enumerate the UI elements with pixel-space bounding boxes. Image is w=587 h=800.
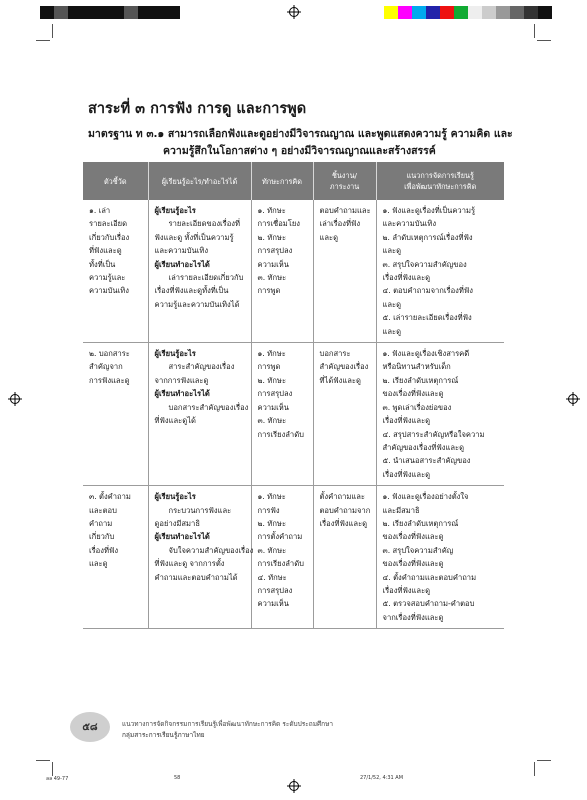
approach-line: ๒. เรียงลำดับเหตุการณ์ <box>382 518 459 528</box>
table-row <box>83 343 504 486</box>
approach-line: ๓. สรุปใจความสำคัญ <box>382 545 454 555</box>
skills-line: การสรุปลง <box>257 389 293 399</box>
indicator-line: สำคัญจาก <box>89 362 123 372</box>
tasks-line: ที่ได้ฟังและดู <box>319 375 361 385</box>
learn-line: ที่ฟังและดู จากการตั้ง <box>154 559 225 569</box>
header-text: เพื่อพัฒนาทักษะการคิด <box>404 182 477 191</box>
approach-line: ๔. สรุปสาระสำคัญหรือใจความ <box>382 429 485 439</box>
indicator-line: เกี่ยวกับเรื่อง <box>89 232 130 242</box>
indicator-line: คำถาม <box>89 518 113 528</box>
tasks-line: ตอบคำถามและ <box>319 206 371 215</box>
cell-skills <box>251 200 313 343</box>
indicator-table <box>83 162 504 629</box>
indicator-line: และดู <box>89 559 108 569</box>
crop-mark <box>36 760 50 761</box>
header-text: ภาระงาน <box>329 182 360 191</box>
header-text: ชิ้นงาน/ <box>331 171 358 180</box>
standard-line-1: มาตรฐาน ท ๓.๑ สามารถเลือกฟังและดูอย่างมีวิจารณญาณ และพูดแสดงความรู้ ความคิด และ <box>88 128 513 140</box>
learn-line: จับใจความสำคัญของเรื่อง <box>168 545 254 555</box>
learn-line: บอกสาระสำคัญของเรื่อง <box>168 402 249 412</box>
approach-line: ๒. เรียงลำดับเหตุการณ์ <box>382 375 459 385</box>
learn-line: จากการฟังและดู <box>154 375 209 385</box>
skills-line: ๓. ทักษะ <box>257 545 287 555</box>
indicator-line: ๒. บอกสาระ <box>89 349 130 359</box>
learn-heading: ผู้เรียนรู้อะไร <box>154 492 196 502</box>
registration-crosshair-bottom <box>287 779 301 793</box>
approach-line: ๑. ฟังและดูเรื่องอย่างตั้งใจ <box>382 492 469 502</box>
learn-line: สาระสำคัญของเรื่อง <box>168 362 235 372</box>
approach-line: ของเรื่องที่ฟังและดู <box>382 559 444 569</box>
indicator-line: ทั้งที่เป็น <box>89 259 116 269</box>
approach-line: ของเรื่องที่ฟังและดู <box>382 389 444 399</box>
color-swatch <box>496 6 510 19</box>
skills-line: ความเห็น <box>257 599 289 609</box>
skills-line: การสรุปลง <box>257 585 293 595</box>
cell-indicator <box>83 200 148 343</box>
registration-bar-left <box>40 6 180 19</box>
approach-line: ๒. ลำดับเหตุการณ์เรื่องที่ฟัง <box>382 232 473 242</box>
cell-approach <box>376 486 504 629</box>
tasks-line: เล่าเรื่องที่ฟัง <box>319 219 361 229</box>
color-swatch <box>426 6 440 19</box>
color-swatch <box>82 6 96 19</box>
learn-heading: ผู้เรียนรู้อะไร <box>154 349 196 359</box>
color-swatch <box>384 6 398 19</box>
approach-line: ๑. ฟังและดูเรื่องที่เป็นความรู้ <box>382 206 476 215</box>
indicator-line: เกี่ยวกับ <box>89 532 115 542</box>
learn-line: รายละเอียดของเรื่องที่ <box>168 219 240 229</box>
crop-mark <box>537 760 551 761</box>
page-number: ๕๘ <box>82 722 98 733</box>
color-swatch <box>124 6 138 19</box>
color-swatch <box>398 6 412 19</box>
skills-line: การเชื่อมโยง <box>257 219 300 229</box>
approach-line: ๔. ตั้งคำถามและตอบคำถาม <box>382 572 477 582</box>
crop-mark <box>534 24 535 38</box>
crop-mark <box>534 762 535 776</box>
column-header-indicator <box>83 162 148 200</box>
indicator-line: ความบันเทิง <box>89 286 129 296</box>
cell-learn <box>148 486 254 629</box>
tasks-line: ตอบคำถามจาก <box>319 505 371 515</box>
column-header-tasks <box>313 162 376 200</box>
skills-line: การพูด <box>257 362 281 372</box>
approach-line: เรื่องที่ฟังและดู <box>382 585 431 595</box>
tasks-line: และดู <box>319 232 339 242</box>
skills-line: การสรุปลง <box>257 246 293 256</box>
crop-mark <box>537 40 551 41</box>
skills-line: การเรียงลำดับ <box>257 559 304 569</box>
cell-learn <box>148 200 251 343</box>
tasks-line: บอกสาระ <box>319 349 351 359</box>
slug-left: ลล 49-77 <box>46 776 69 782</box>
color-swatch <box>440 6 454 19</box>
indicator-line: เรื่องที่ฟัง <box>89 545 119 555</box>
skills-line: ๒. ทักษะ <box>257 232 287 242</box>
learn-line: เล่ารายละเอียดเกี่ยวกับ <box>168 273 244 283</box>
skills-line: การพูด <box>257 286 281 296</box>
header-text: ผู้เรียนรู้อะไร/ทำอะไรได้ <box>161 176 238 186</box>
color-swatch <box>454 6 468 19</box>
column-header-skills <box>251 162 313 200</box>
approach-line: และมีสมาธิ <box>382 505 420 515</box>
skills-line: การฟัง <box>257 505 280 515</box>
cell-learn <box>148 343 251 486</box>
indicator-line: ๓. ตั้งคำถาม <box>89 492 131 502</box>
crop-mark <box>52 762 53 776</box>
approach-line: ๑. ฟังและดูเรื่องเชิงสารคดี <box>382 349 470 359</box>
color-swatch <box>40 6 54 19</box>
cell-approach <box>376 200 504 343</box>
approach-line: ๕. เล่ารายละเอียดเรื่องที่ฟัง <box>382 313 472 323</box>
indicator-line: ความรู้และ <box>89 273 126 283</box>
cell-indicator <box>83 486 148 629</box>
table-row <box>83 200 504 343</box>
approach-line: และดู <box>382 326 402 336</box>
approach-line: เรื่องที่ฟังและดู <box>382 416 431 426</box>
color-swatch <box>166 6 180 19</box>
learn-line: คำถามและตอบคำถามได้ <box>154 572 238 582</box>
cell-skills <box>251 486 313 629</box>
learn-heading: ผู้เรียนรู้อะไร <box>154 206 196 215</box>
approach-line: ๕. นำเสนอสาระสำคัญของ <box>382 456 471 466</box>
strand-title: สาระที่ ๓ การฟัง การดู และการพูด <box>88 101 307 117</box>
cell-tasks <box>313 486 376 629</box>
color-swatch <box>54 6 68 19</box>
cell-tasks <box>313 200 376 343</box>
skills-line: การตั้งคำถาม <box>257 532 303 542</box>
approach-line: หรือนิทานสำหรับเด็ก <box>382 362 451 372</box>
indicator-line: รายละเอียด <box>89 219 128 229</box>
skills-line: ๑. ทักษะ <box>257 349 286 359</box>
color-swatch <box>468 6 482 19</box>
registration-crosshair-top <box>287 5 301 19</box>
registration-bar-right <box>384 6 552 19</box>
indicator-line: ๑. เล่า <box>89 206 111 215</box>
approach-line: ๓. สรุปใจความสำคัญของ <box>382 259 467 269</box>
skills-line: การเรียงลำดับ <box>257 429 304 439</box>
skills-line: ๓. ทักษะ <box>257 416 287 426</box>
footer-book-title: แนวทางการจัดกิจกรรมการเรียนรู้เพื่อพัฒนาทักษะการคิด ระดับประถมศึกษา <box>122 720 333 728</box>
approach-line: สำคัญของเรื่องที่ฟังและดู <box>382 442 464 452</box>
approach-line: ๓. พูดเล่าเรื่องย่อของ <box>382 402 452 412</box>
skills-line: ๔. ทักษะ <box>257 572 287 582</box>
approach-line: และดู <box>382 299 402 309</box>
learn-line: และความบันเทิง <box>154 246 209 256</box>
crop-mark <box>52 24 53 38</box>
color-swatch <box>412 6 426 19</box>
column-header-approach <box>376 162 504 200</box>
slug-center: 58 <box>174 775 181 781</box>
table-header-row <box>83 162 504 200</box>
skills-line: ๑. ทักษะ <box>257 492 286 502</box>
skills-line: ๑. ทักษะ <box>257 206 286 215</box>
cell-indicator <box>83 343 148 486</box>
approach-line: ๔. ตอบคำถามจากเรื่องที่ฟัง <box>382 286 473 296</box>
learn-line: ดูอย่างมีสมาธิ <box>154 518 200 528</box>
skills-line: ๒. ทักษะ <box>257 375 287 385</box>
table-row <box>83 486 504 629</box>
tasks-line: ตั้งคำถามและ <box>319 492 365 502</box>
indicator-line: และตอบ <box>89 505 117 515</box>
color-swatch <box>110 6 124 19</box>
skills-line: ๒. ทักษะ <box>257 518 287 528</box>
column-header-learn <box>148 162 251 200</box>
learn-line: ฟังและดู ทั้งที่เป็นความรู้ <box>154 232 234 242</box>
header-text: ตัวชี้วัด <box>103 176 127 186</box>
header-text: แนวการจัดการเรียนรู้ <box>406 171 474 180</box>
approach-line: และความบันเทิง <box>382 219 437 229</box>
color-swatch <box>524 6 538 19</box>
indicator-line: ที่ฟังและดู <box>89 246 122 256</box>
header-text: ทักษะการคิด <box>261 176 302 186</box>
footer-subject: กลุ่มสาระการเรียนรู้ภาษาไทย <box>122 731 205 739</box>
learn-heading: ผู้เรียนทำอะไรได้ <box>154 259 210 269</box>
approach-line: ๕. ตรวจสอบคำถาม-คำตอบ <box>382 599 475 609</box>
approach-line: และดู <box>382 246 402 256</box>
skills-line: ความเห็น <box>257 402 289 412</box>
skills-line: ความเห็น <box>257 259 289 269</box>
learn-line: ที่ฟังและดูได้ <box>154 416 196 426</box>
tasks-line: เรื่องที่ฟังและดู <box>319 518 368 528</box>
approach-line: ของเรื่องที่ฟังและดู <box>382 532 444 542</box>
learn-line: กระบวนการฟังและ <box>168 505 232 515</box>
indicator-line: การฟังและดู <box>89 375 130 385</box>
standard-line-2: ความรู้สึกในโอกาสต่าง ๆ อย่างมีวิจารณญาณและสร้างสรรค์ <box>163 145 436 157</box>
color-swatch <box>68 6 82 19</box>
slug-right: 27/1/52, 4:31 AM <box>360 775 404 781</box>
color-swatch <box>482 6 496 19</box>
color-swatch <box>152 6 166 19</box>
approach-line: เรื่องที่ฟังและดู <box>382 273 431 283</box>
registration-crosshair-left <box>8 392 22 406</box>
color-swatch <box>96 6 110 19</box>
approach-line: เรื่องที่ฟังและดู <box>382 469 431 479</box>
registration-crosshair-right <box>566 392 580 406</box>
skills-line: ๓. ทักษะ <box>257 273 287 283</box>
learn-line: ความรู้และความบันเทิงได้ <box>154 299 240 309</box>
learn-heading: ผู้เรียนทำอะไรได้ <box>154 389 210 399</box>
cell-skills <box>251 343 313 486</box>
color-swatch <box>538 6 552 19</box>
color-swatch <box>510 6 524 19</box>
learn-heading: ผู้เรียนทำอะไรได้ <box>154 532 210 542</box>
crop-mark <box>36 40 50 41</box>
color-swatch <box>138 6 152 19</box>
cell-approach <box>376 343 504 486</box>
cell-tasks <box>313 343 376 486</box>
tasks-line: สำคัญของเรื่อง <box>319 362 369 372</box>
learn-line: เรื่องที่ฟังและดูทั้งที่เป็น <box>154 286 229 296</box>
approach-line: จากเรื่องที่ฟังและดู <box>382 612 444 622</box>
